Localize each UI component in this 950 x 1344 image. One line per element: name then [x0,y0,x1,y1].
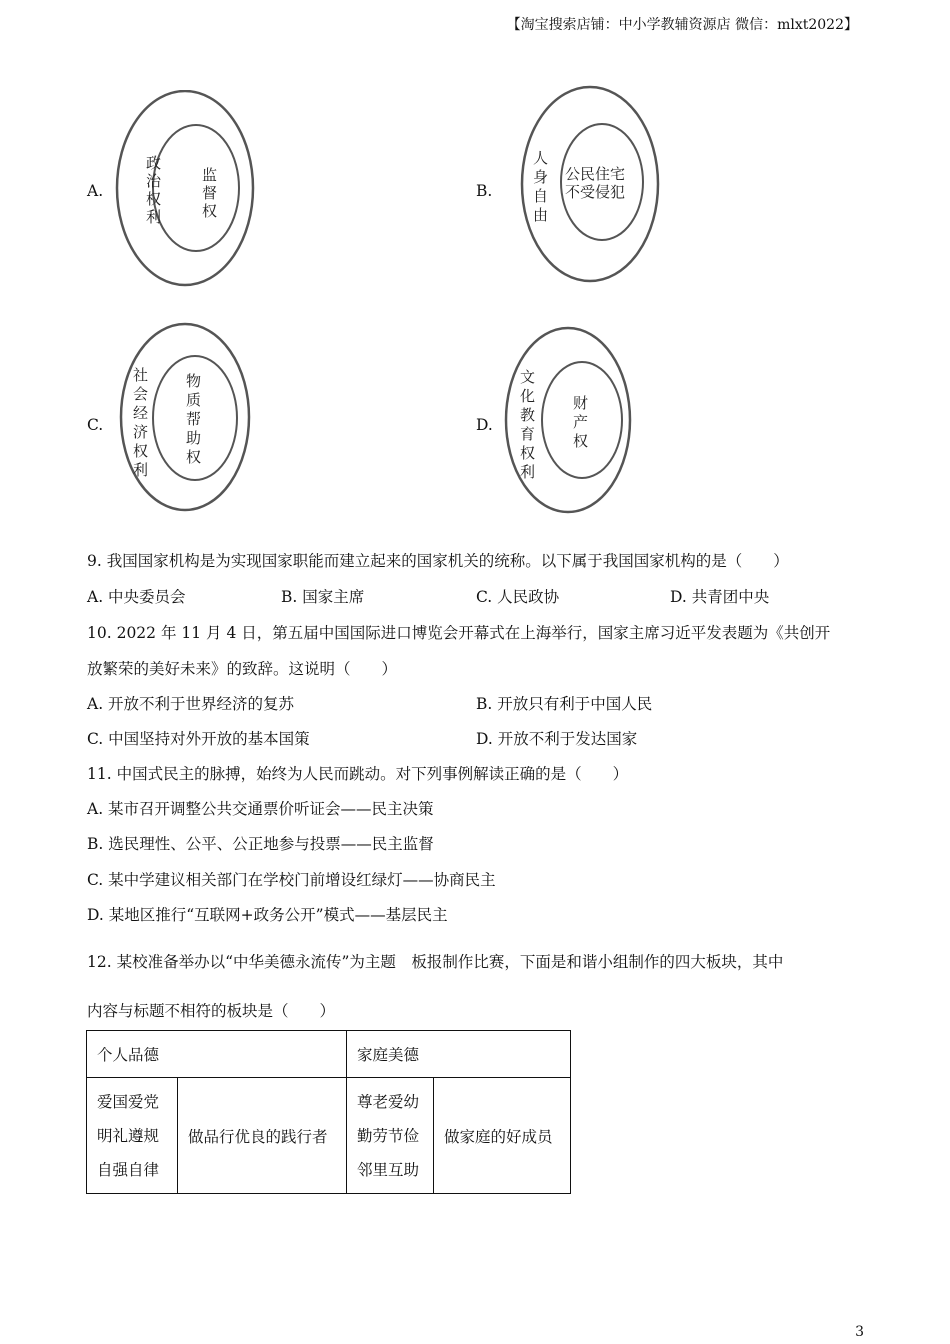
diagram-a [110,90,270,290]
inner-ring [153,125,239,251]
q9-option-d: D. 共青团中央 [670,588,770,606]
list-item: 爱国爱党 [97,1092,160,1111]
page-header: 【淘宝搜索店铺：中小学教辅资源店 微信：mlxt2022】 [506,17,858,33]
outer-label: 政治权利 [146,154,162,226]
list-item: 邻里互助 [357,1160,420,1179]
q10-option-b: B. 开放只有利于中国人民 [476,695,653,713]
q9-stem: 9. 我国国家机构是为实现国家职能而建立起来的国家机关的统称。以下属于我国国家机构的是（ ） [87,552,789,570]
q11-option-a: A. 某市召开调整公共交通票价听证会——民主决策 [87,800,434,818]
option-c-letter: C. [87,416,104,434]
q10-option-c: C. 中国坚持对外开放的基本国策 [87,730,310,748]
col2-items [347,1078,434,1194]
list-item: 明礼遵规 [97,1126,160,1145]
q10-stem-line2: 放繁荣的美好未来》的致辞。这说明（ ） [87,660,398,678]
q9-option-b: B. 国家主席 [281,588,365,606]
q10-stem-line1: 10. 2022 年 11 月 4 日，第五届中国国际进口博览会开幕式在上海举行，国家主席习近平发表题为《共创开 [87,624,831,642]
list-item: 尊老爱幼 [357,1092,420,1111]
q9-option-a: A. 中央委员会 [87,588,186,606]
q9-option-c: C. 人民政协 [476,588,560,606]
inner-label: 物质帮助权 [186,372,202,466]
page-number: 3 [855,1324,864,1340]
outer-ring [117,91,253,285]
inner-label: 财产权 [573,394,589,450]
q11-option-c: C. 某中学建议相关部门在学校门前增设红绿灯——协商民主 [87,871,496,889]
outer-label: 社会经济权利 [133,366,149,479]
q10-option-a: A. 开放不利于世界经济的复苏 [87,695,295,713]
outer-label: 人身自由 [533,149,549,224]
col1-header: 个人品德 [87,1031,347,1078]
q11-option-b: B. 选民理性、公平、公正地参与投票——民主监督 [87,835,434,853]
diagram-c [115,320,265,518]
list-item: 自强自律 [97,1160,160,1179]
diagram-b [515,83,665,288]
option-a-letter: A. [87,182,104,200]
option-b-letter: B. [476,182,493,200]
q12-stem-line2: 内容与标题不相符的板块是（ ） [87,1002,336,1020]
table-body-row [87,1078,571,1194]
col1-items [87,1078,178,1194]
inner-label: 监督权 [202,166,218,220]
q11-stem: 11. 中国式民主的脉搏，始终为人民而跳动。对下列事例解读正确的是（ ） [87,765,629,783]
q11-option-d: D. 某地区推行“互联网+政务公开”模式——基层民主 [87,906,448,924]
outer-label: 文化教育权利 [520,368,536,481]
board-table [86,1030,571,1194]
inner-label: 公民住宅不受侵犯 [565,165,626,201]
col2-header: 家庭美德 [347,1031,571,1078]
q10-option-d: D. 开放不利于发达国家 [476,730,638,748]
q12-stem-line1: 12. 某校准备举办以“中华美德永流传”为主题 板报制作比赛，下面是和谐小组制作的四大板块，其中 [87,953,784,971]
list-item: 勤劳节俭 [357,1126,420,1145]
col1-summary: 做品行优良的践行者 [178,1078,347,1194]
diagram-d [500,320,645,520]
option-d-letter: D. [476,416,493,434]
col2-summary: 做家庭的好成员 [434,1078,571,1194]
table-header-row [87,1031,571,1078]
